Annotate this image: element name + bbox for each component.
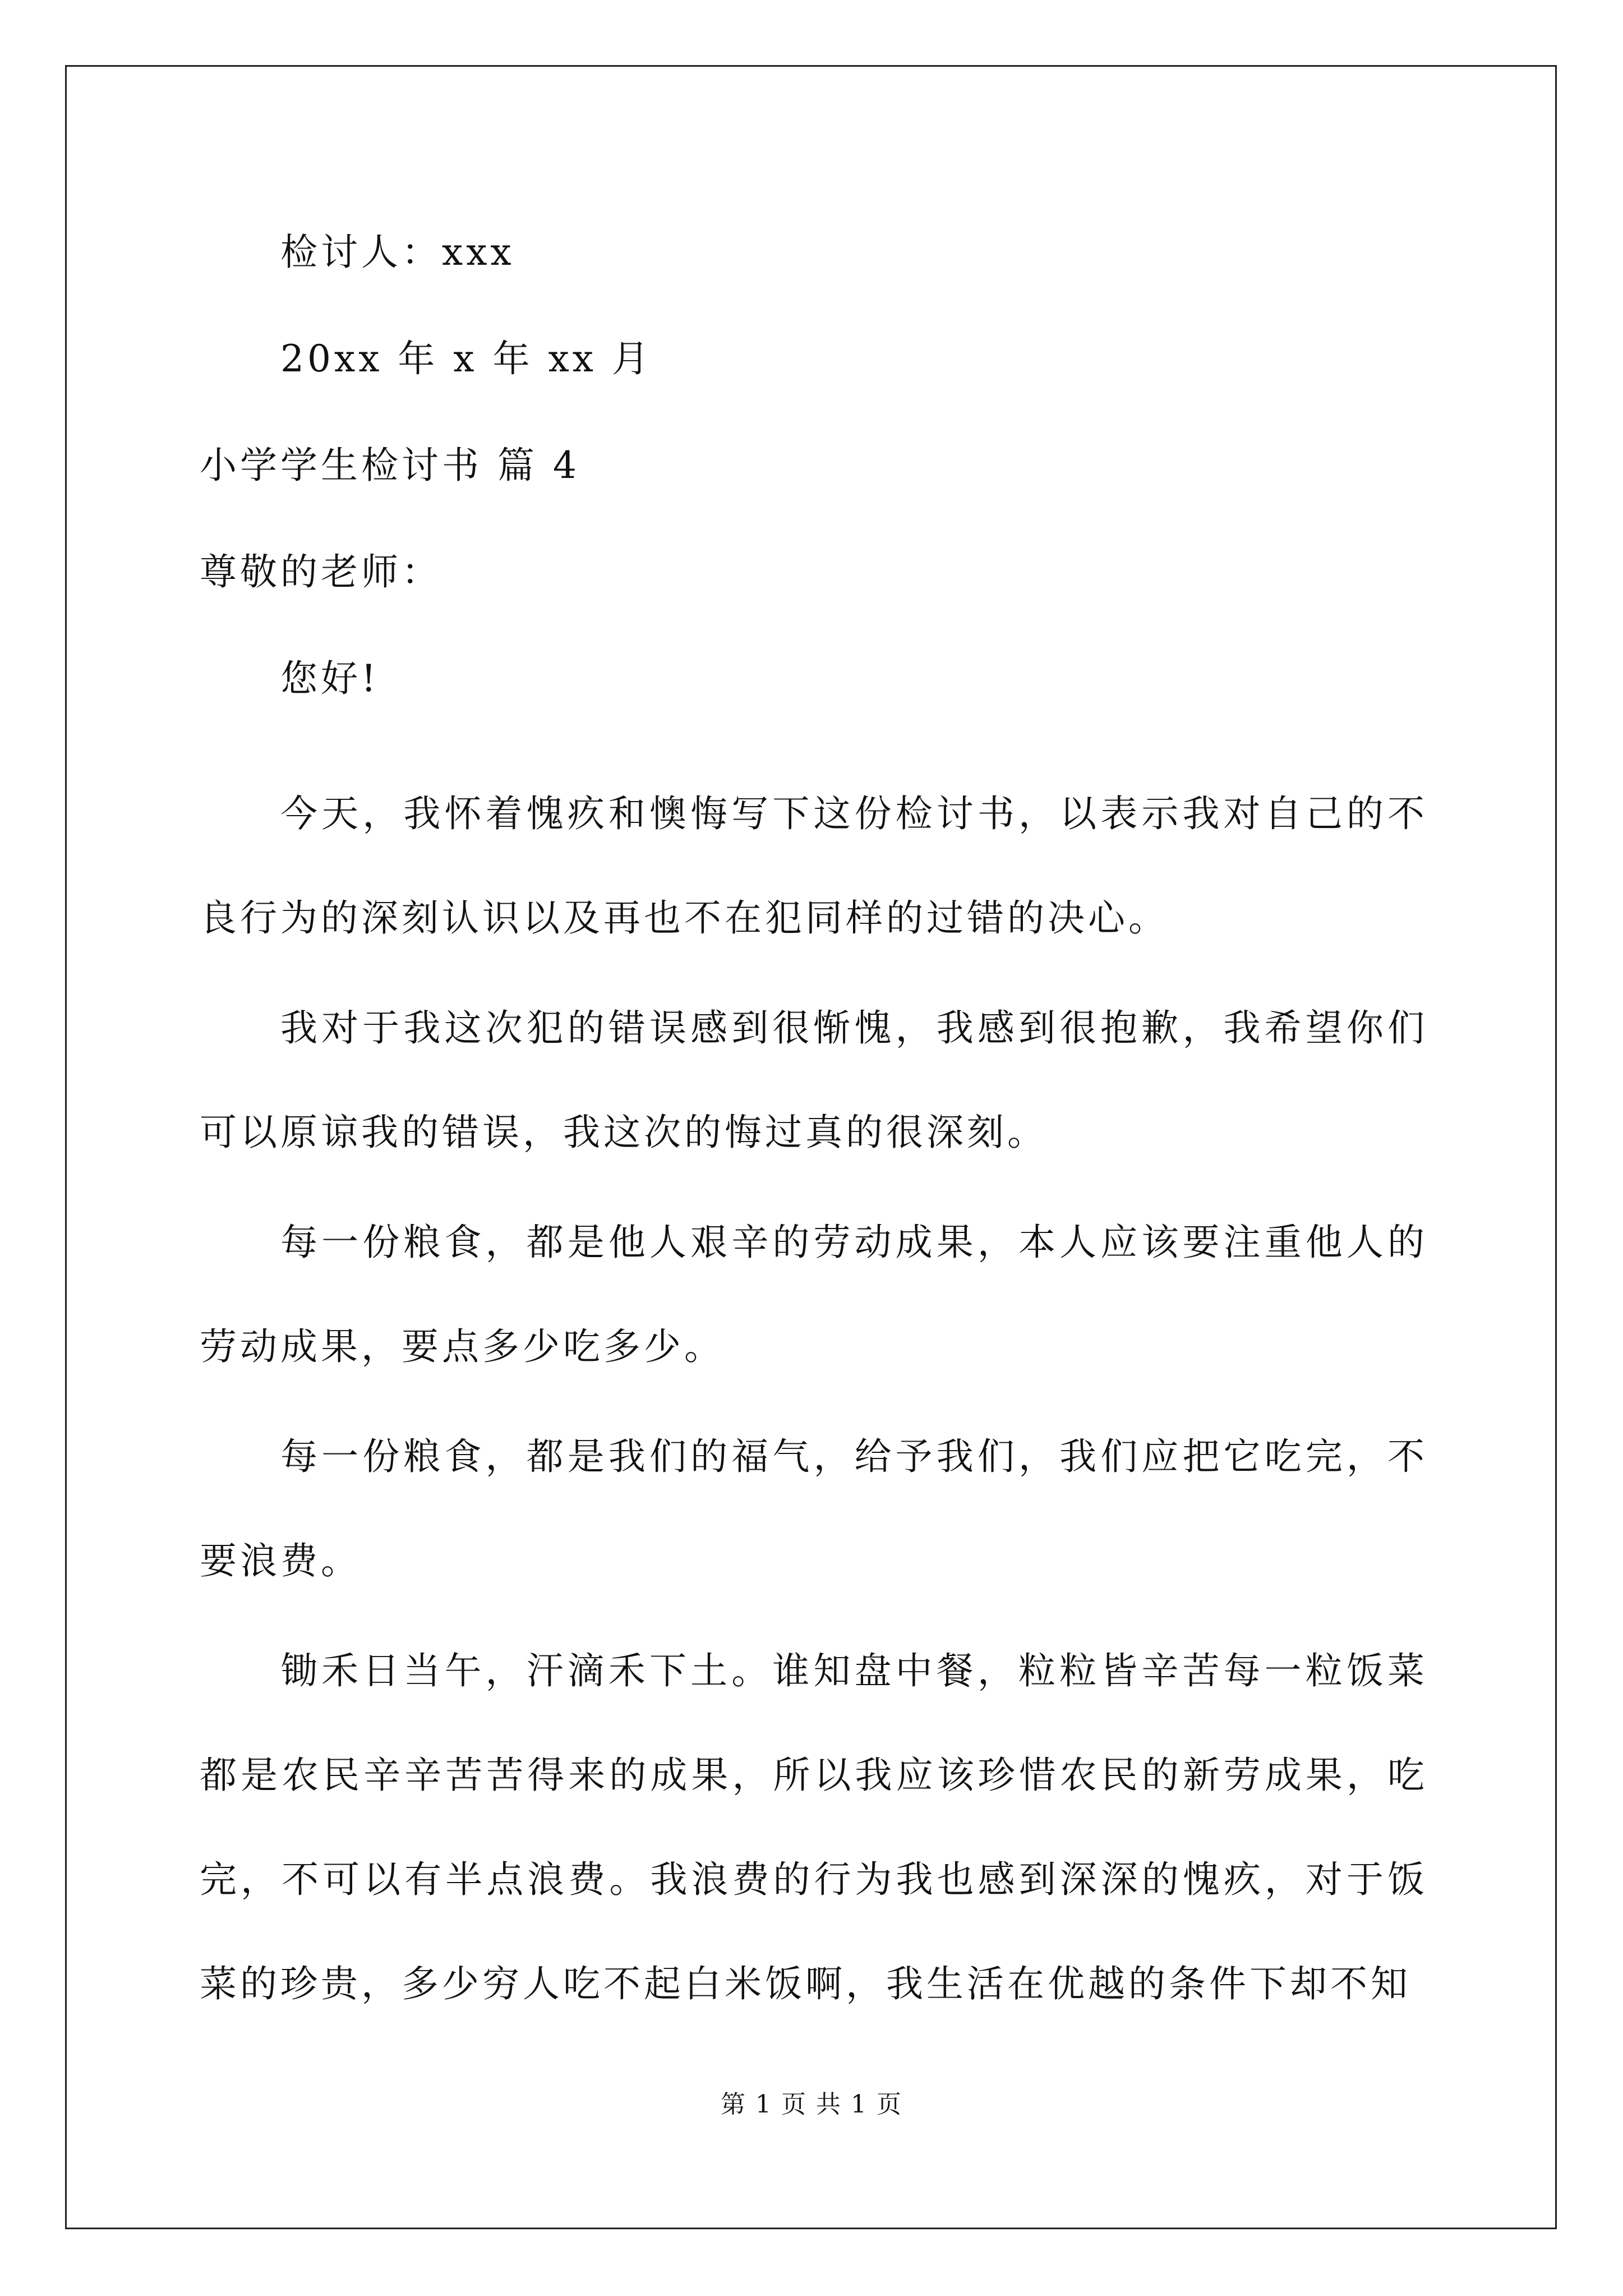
- paragraph-3: 每一份粮食，都是他人艰辛的劳动成果，本人应该要注重他人的劳动成果，要点多少吃多少。: [200, 1221, 1428, 1368]
- section-title: 小学学生检讨书 篇 4: [200, 444, 580, 487]
- date-line: 20xx 年 x 年 xx 月: [280, 337, 652, 380]
- paragraph-2: 我对于我这次犯的错误感到很惭愧，我感到很抱歉，我希望你们可以原谅我的错误，我这次的悔过真的很深刻。: [200, 1006, 1428, 1154]
- page-footer: 第 1 页 共 1 页: [721, 2090, 902, 2119]
- paragraph-4: 每一份粮食，都是我们的福气，给予我们，我们应把它吃完，不要浪费。: [200, 1435, 1428, 1582]
- paragraph-5: 锄禾日当午，汗滴禾下土。谁知盘中餐，粒粒皆辛苦每一粒饭菜都是农民辛辛苦苦得来的成果，所以我应该珍惜农民的新劳成果，吃完，不可以有半点浪费。我浪费的行为我也感到深深的愧疚，对于饭菜的珍贵，多少穷人吃不起白米饭啊，我生活在优越的条件下却不知: [200, 1649, 1428, 2005]
- paragraph-1: 今天，我怀着愧疚和懊悔写下这份检讨书，以表示我对自己的不良行为的深刻认识以及再也不在犯同样的过错的决心。: [200, 792, 1428, 940]
- greeting: 您好!: [280, 657, 380, 700]
- salutation: 尊敬的老师：: [200, 550, 442, 593]
- reviewer-line: 检讨人：xxx: [280, 231, 515, 274]
